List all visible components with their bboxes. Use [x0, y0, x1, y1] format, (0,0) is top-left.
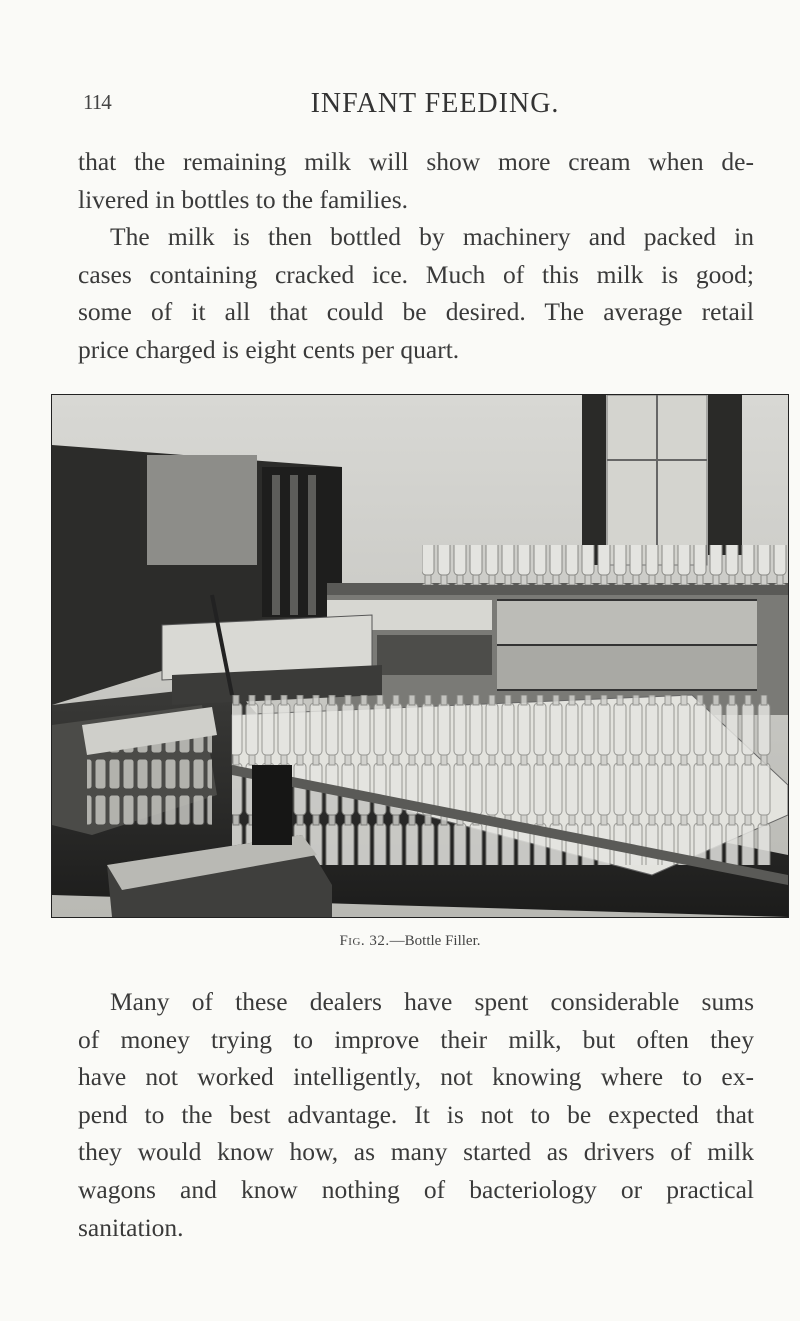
text-line: they would know how, as many started as drivers of milk [78, 1137, 754, 1167]
text-line: some of it all that could be desired. The average retail [78, 297, 754, 327]
text-line: cases containing cracked ice. Much of this milk is good; [78, 259, 754, 289]
text-line: The milk is then bottled by machinery and packed in [110, 222, 754, 251]
text-line: pend to the best advantage. It is not to be expected that [78, 1099, 754, 1129]
text-line: livered in bottles to the families. [78, 184, 409, 214]
figure-caption [0, 933, 800, 950]
text-line: wagons and know nothing of bacteriology or practical [78, 1174, 754, 1204]
figure-label: Fig. 32. [339, 933, 390, 949]
text-line: have not worked intelligently, not knowing where to ex- [78, 1062, 754, 1092]
paragraph-bottling [78, 218, 754, 368]
bottle-filler-photograph [51, 394, 789, 918]
text-line: of money trying to improve their milk, but often they [78, 1024, 754, 1054]
page-number: 114 [83, 90, 111, 114]
running-head: INFANT FEEDING. [310, 88, 560, 119]
figure-caption-text: —Bottle Filler. [389, 933, 481, 949]
text-line: Many of these dealers have spent considerable sums [110, 987, 754, 1016]
paragraph-continuation [78, 143, 754, 218]
text-line: price charged is eight cents per quart. [78, 334, 460, 364]
text-line: that the remaining milk will show more cream when de- [78, 147, 754, 176]
paragraph-dealers [78, 983, 754, 1246]
page-header [80, 88, 760, 128]
text-line: sanitation. [78, 1212, 184, 1242]
photo-illustration [52, 395, 788, 917]
